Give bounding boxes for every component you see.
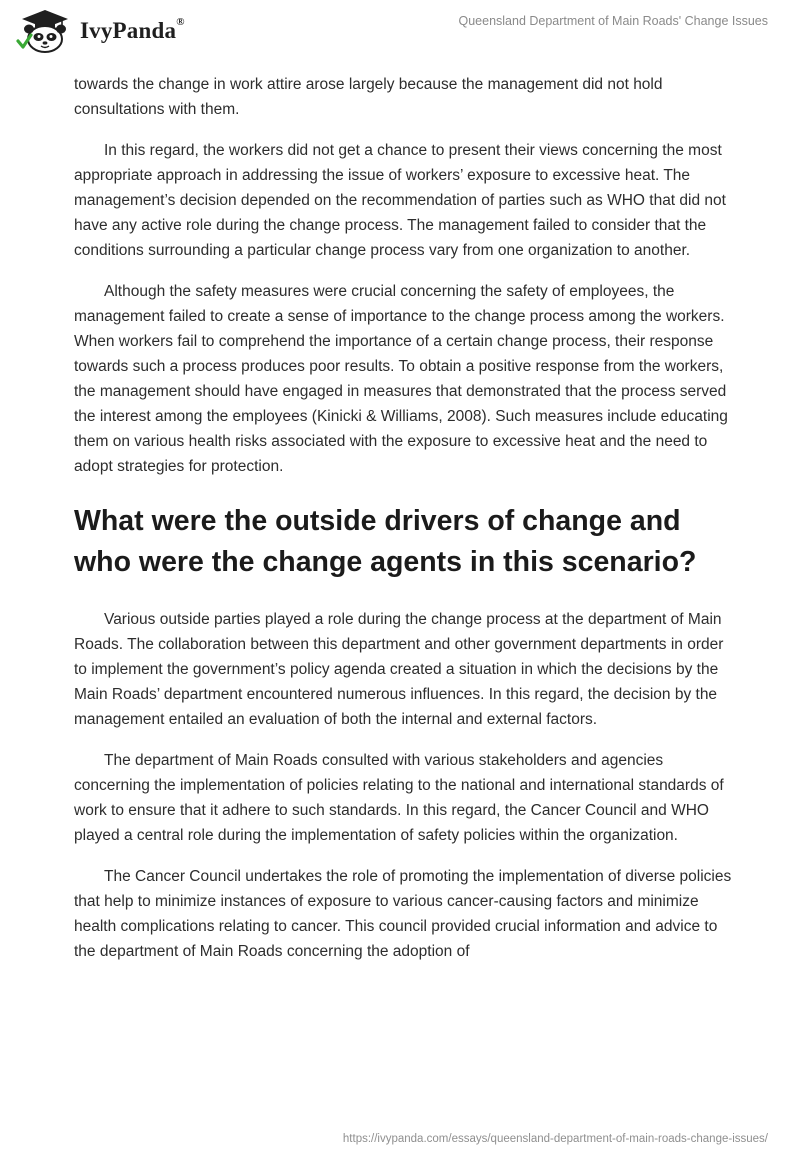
source-url[interactable]: https://ivypanda.com/essays/queensland-department-of-main-roads-change-issues/ (342, 1133, 768, 1145)
brand-name: IvyPanda® (80, 16, 185, 43)
ivypanda-logo[interactable] (16, 6, 185, 56)
paragraph: In this regard, the workers did not get a chance to present their views concerning the most appropriate approach in addressing the issue of workers’ exposure to excessive heat. The management’s decision depended on the recommendation of parties such as WHO that did not have any active role during the change process. The management failed to consider that the conditions surrounding a particular change process vary from one organization to another. (74, 142, 726, 259)
paragraph: The department of Main Roads consulted with various stakeholders and agencies concerning the implementation of policies relating to the national and international standards of work to ensure that it adhere to such standards. In this regard, the Cancer Council and WHO played a central role during the implementation of safety policies within the organization. (74, 752, 724, 844)
paragraph: Various outside parties played a role during the change process at the department of Main Roads. The collaboration between this department and other government departments in order to implement the government’s policy agenda created a situation in which the decisions by the Main Roads’ department encountered numerous influences. In this regard, the decision by the management entailed an evaluation of both the internal and external factors. (74, 611, 724, 728)
essay-body (74, 72, 734, 980)
paragraph: towards the change in work attire arose largely because the management did not hold consultations with them. (74, 76, 663, 118)
page-header (0, 0, 800, 66)
paragraph: The Cancer Council undertakes the role of promoting the implementation of diverse policies that help to minimize instances of exposure to various cancer-causing factors and minimize health complications relating to cancer. This council provided crucial information and advice to the department of Main Roads concerning the adoption of (74, 868, 732, 960)
paragraph: Although the safety measures were crucial concerning the safety of employees, the management failed to create a sense of importance to the change process among the workers. When workers fail to comprehend the importance of a certain change process, their response towards such a process produces poor results. To obtain a positive response from the workers, the management should have engaged in measures that demonstrated that the process served the interest among the employees (Kinicki & Williams, 2008). Such measures include educating them on various health risks associated with the exposure to excessive heat and the need to adopt strategies for protection. (74, 283, 728, 475)
section-heading: What were the outside drivers of change and who were the change agents in this scenario? (74, 505, 697, 578)
panda-mascot-icon (16, 8, 74, 54)
document-title: Queensland Department of Main Roads' Change Issues (458, 14, 768, 28)
